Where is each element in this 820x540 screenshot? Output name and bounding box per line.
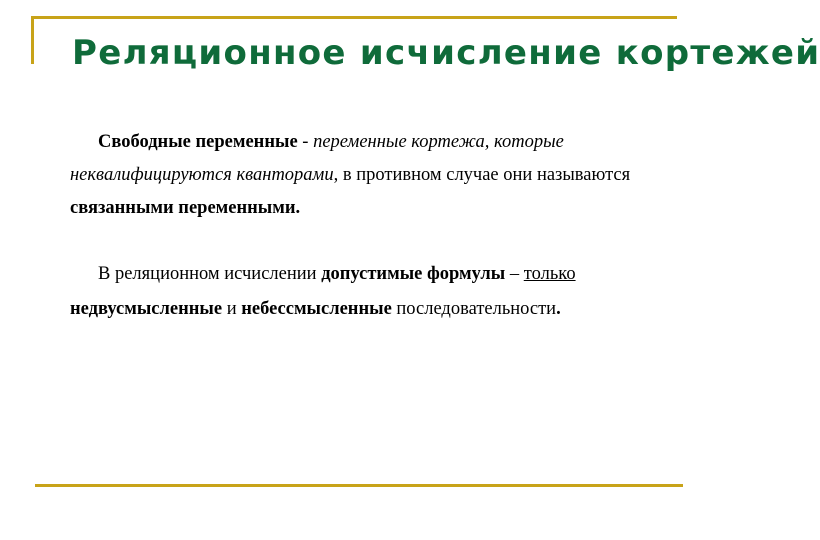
term-free-variables: Свободные переменные — [98, 132, 298, 152]
top-divider-line — [31, 16, 677, 19]
continuation-text: , в противном случае они называются — [333, 165, 631, 185]
period: . — [556, 299, 561, 319]
sequences-text: последовательности — [391, 299, 557, 319]
paragraph-free-variables — [70, 126, 670, 225]
left-accent-line — [31, 16, 34, 64]
and-text: и — [222, 299, 242, 319]
definition-text: переменные кортежа, которые неквалифицируются кванторами — [70, 132, 564, 185]
term-bound-variables: связанными переменными. — [70, 198, 301, 218]
term-meaningful: небессмысленные — [241, 299, 392, 319]
only-underlined: только — [523, 264, 576, 284]
dash: - — [297, 132, 314, 152]
slide-body — [70, 126, 670, 327]
paragraph-formulas — [70, 257, 670, 327]
term-unambiguous: недвусмысленные — [70, 299, 223, 319]
term-valid-formulas: допустимые формулы — [321, 264, 506, 284]
bottom-divider-line — [35, 484, 683, 487]
intro-text: В реляционном исчислении — [98, 264, 322, 284]
dash: – — [505, 264, 524, 284]
slide-title: Реляционное исчисление кортежей — [72, 33, 820, 73]
